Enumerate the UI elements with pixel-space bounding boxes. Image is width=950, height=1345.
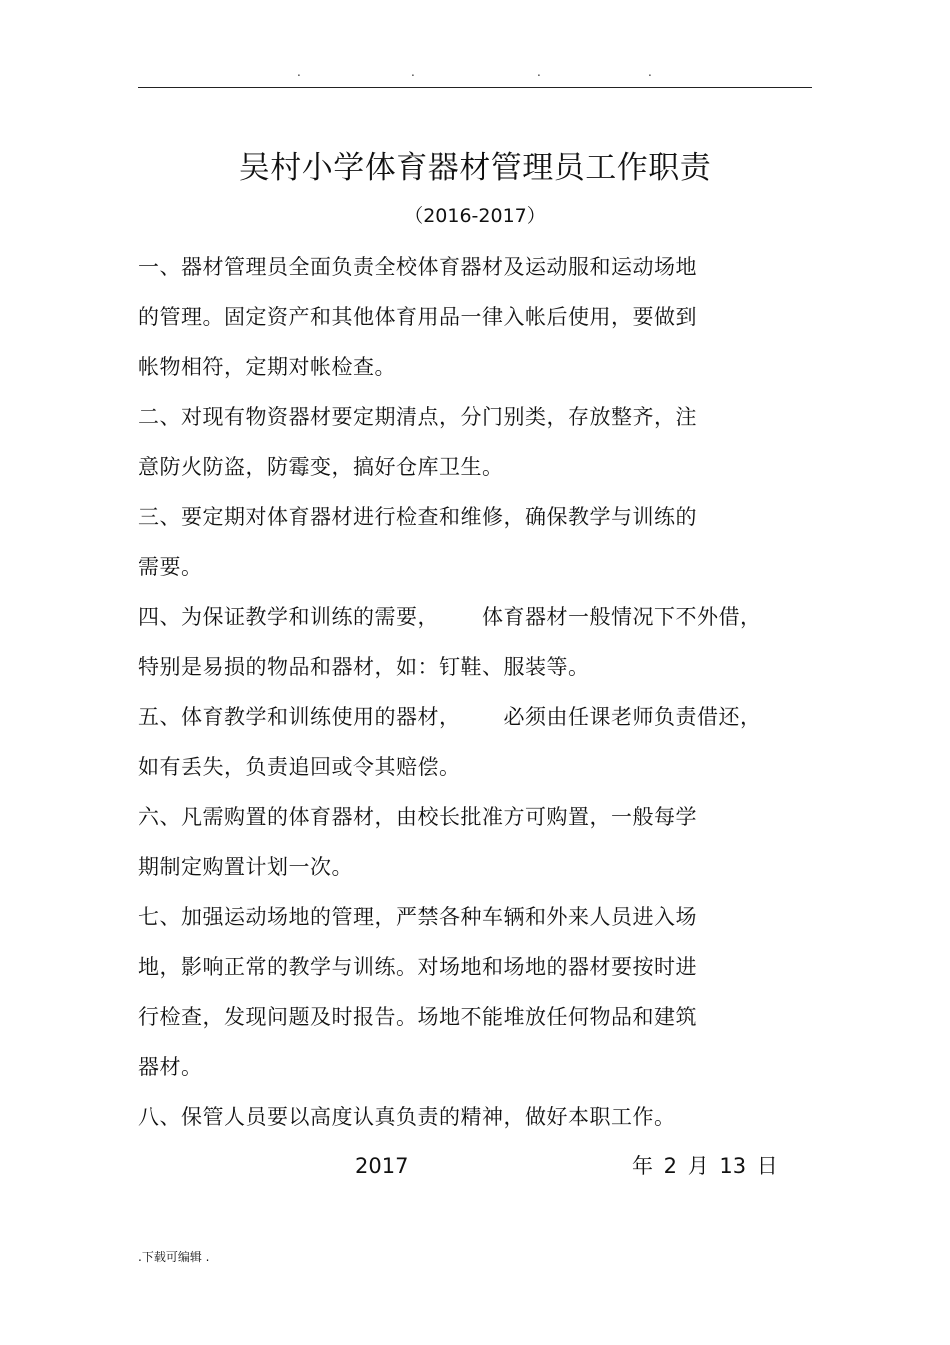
body-line: 七、加强运动场地的管理，严禁各种车辆和外来人员进入场 (138, 905, 697, 929)
footer-note: .下载可编辑 . (138, 1250, 210, 1264)
body-line: 六、凡需购置的体育器材，由校长批准方可购置，一般每学 (138, 805, 697, 829)
body-line: 二、对现有物资器材要定期清点，分门别类，存放整齐，注 (138, 405, 697, 429)
document-title: 吴村小学体育器材管理员工作职责 (238, 150, 712, 186)
body-line: 五、体育教学和训练使用的器材， 必须由任课老师负责借还， (138, 705, 762, 729)
header-rule (138, 87, 812, 88)
body-line: 如有丢失，负责追回或令其赔偿。 (138, 755, 461, 779)
body-line: 器材。 (138, 1055, 203, 1079)
document-subtitle: （2016-2017） (404, 205, 546, 227)
body-line: 意防火防盗，防霉变，搞好仓库卫生。 (138, 455, 504, 479)
date-year: 2017 (355, 1154, 409, 1178)
body-line: 地，影响正常的教学与训练。对场地和场地的器材要按时进 (138, 955, 697, 979)
header-dot: . (648, 65, 652, 79)
date-month-day: 年 2 月 13 日 (632, 1154, 778, 1178)
body-line: 四、为保证教学和训练的需要， 体育器材一般情况下不外借， (138, 605, 762, 629)
body-line: 三、要定期对体育器材进行检查和维修，确保教学与训练的 (138, 505, 697, 529)
body-line: 期制定购置计划一次。 (138, 855, 353, 879)
header-dot: . (297, 65, 301, 79)
header-dots (0, 66, 950, 86)
body-line: 一、器材管理员全面负责全校体育器材及运动服和运动场地 (138, 255, 697, 279)
body-line: 帐物相符，定期对帐检查。 (138, 355, 396, 379)
header-dot: . (537, 65, 541, 79)
body-line: 行检查，发现问题及时报告。场地不能堆放任何物品和建筑 (138, 1005, 697, 1029)
body-line: 需要。 (138, 555, 203, 579)
body-line: 特别是易损的物品和器材，如：钉鞋、服装等。 (138, 655, 590, 679)
body-line: 的管理。固定资产和其他体育用品一律入帐后使用，要做到 (138, 305, 697, 329)
body-line: 八、保管人员要以高度认真负责的精神，做好本职工作。 (138, 1105, 676, 1129)
header-dot: . (411, 65, 415, 79)
